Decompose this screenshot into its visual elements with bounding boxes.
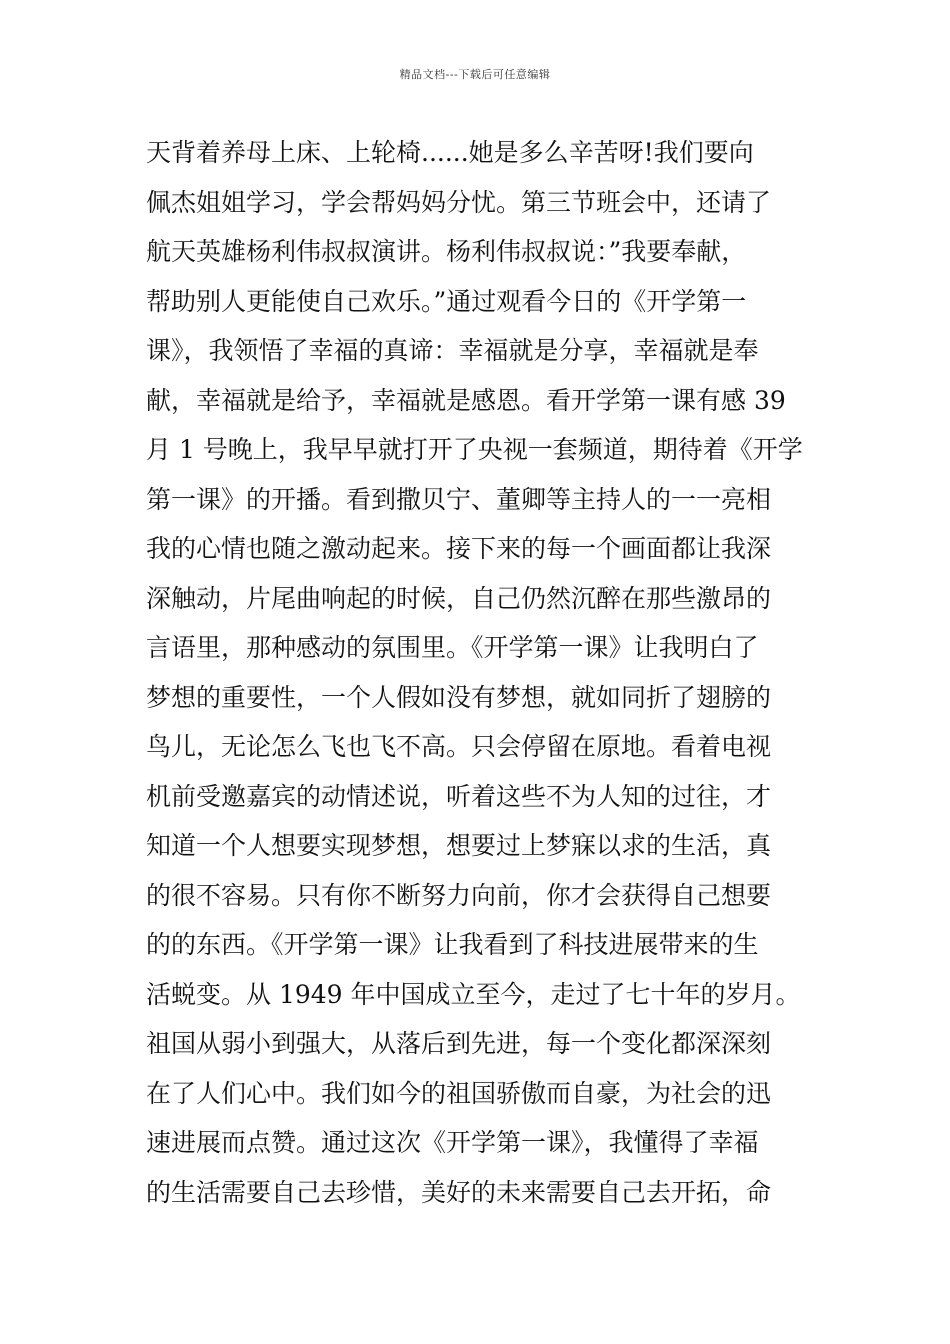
text-line: 的很不容易。只有你不断努力向前，你才会获得自己想要	[146, 880, 772, 910]
text-line: 第一课》的开播。看到撒贝宁、董卿等主持人的一一亮相	[146, 484, 772, 514]
text-line: 我的心情也随之激动起来。接下来的每一个画面都让我深	[146, 534, 772, 563]
text-line: 帮助别人更能使自己欢乐。”通过观看今日的《开学第一	[146, 286, 747, 316]
text-line: 月 1 号晚上，我早早就打开了央视一套频道，期待着《开学	[146, 435, 803, 464]
text-line: 课》，我领悟了幸福的真谛：幸福就是分享，幸福就是奉	[146, 336, 759, 365]
text-line: 鸟儿，无论怎么飞也飞不高。只会停留在原地。看着电视	[146, 732, 772, 761]
text-line: 机前受邀嘉宾的动情述说，听着这些不为人知的过往，才	[146, 781, 772, 811]
text-line: 航天英雄杨利伟叔叔演讲。杨利伟叔叔说：”我要奉献，	[146, 237, 747, 266]
text-line: 梦想的重要性，一个人假如没有梦想，就如同折了翅膀的	[146, 682, 772, 712]
body-text	[146, 128, 816, 1217]
text-line: 献，幸福就是给予，幸福就是感恩。看开学第一课有感 39	[146, 385, 786, 415]
text-line: 的的东西。《开学第一课》让我看到了科技进展带来的生	[146, 930, 759, 959]
text-line: 祖国从弱小到强大，从落后到先进，每一个变化都深深刻	[146, 1029, 772, 1058]
text-line: 知道一个人想要实现梦想，想要过上梦寐以求的生活，真	[146, 831, 772, 860]
text-line: 言语里，那种感动的氛围里。《开学第一课》让我明白了	[146, 633, 759, 662]
text-line: 在了人们心中。我们如今的祖国骄傲而自豪，为社会的迅	[146, 1078, 772, 1108]
text-line: 的生活需要自己去珍惜，美好的未来需要自己去开拓，命	[146, 1177, 772, 1207]
text-line: 天背着养母上床、上轮椅......她是多么辛苦呀!我们要向	[146, 138, 754, 167]
text-line: 活蜕变。从 1949 年中国成立至今，走过了七十年的岁月。	[146, 979, 801, 1009]
text-line: 佩杰姐姐学习，学会帮妈妈分忧。第三节班会中，还请了	[146, 187, 772, 217]
text-line: 速进展而点赞。通过这次《开学第一课》，我懂得了幸福	[146, 1128, 759, 1157]
page-header: 精品文档---下载后可任意编辑	[399, 68, 551, 81]
text-line: 深触动，片尾曲响起的时候，自己仍然沉醉在那些激昂的	[146, 583, 772, 613]
